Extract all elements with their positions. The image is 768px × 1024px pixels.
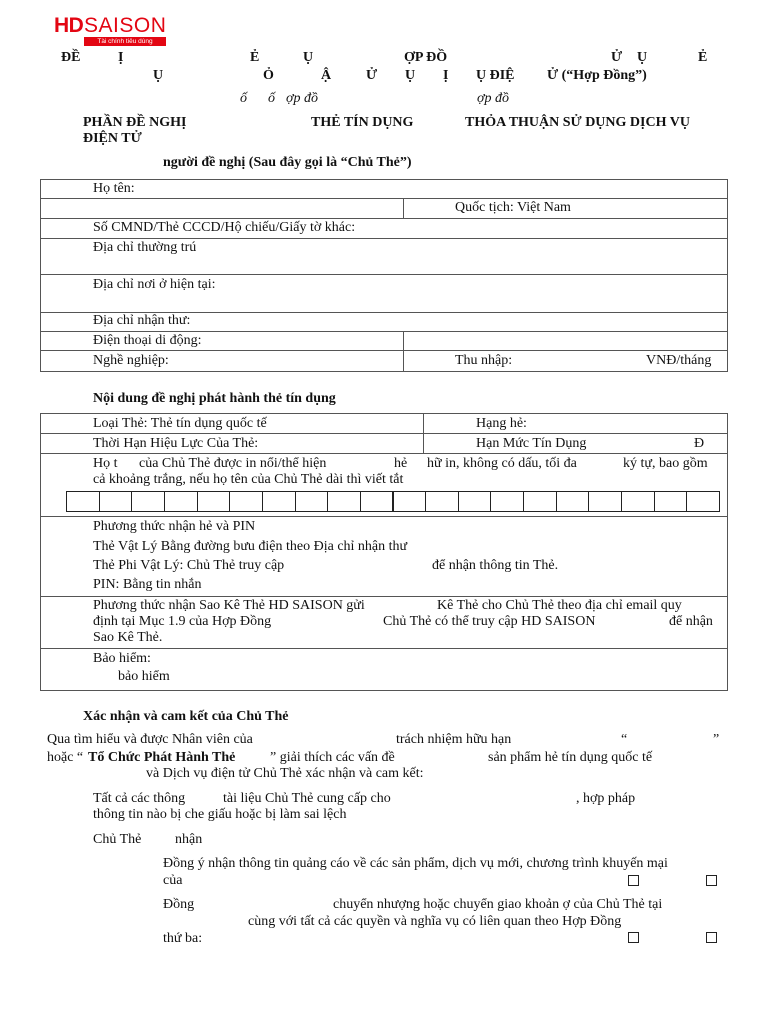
title-fragment: ĐỀ [61,50,81,65]
title-fragment: Ử [611,50,623,65]
char-box[interactable] [295,491,329,512]
card-class-field[interactable]: Hạng hẻ: [476,416,527,431]
embossed-name-instruction: của Chủ Thẻ được in nổi/thể hiện [139,456,327,471]
mobile-phone-field[interactable]: Điện thoại di động: [93,333,202,348]
debt-transfer-consent-yes-checkbox[interactable] [628,932,639,943]
statement-method-text: Sao Kê Thẻ. [93,630,163,645]
commitment-intro: Qua tìm hiểu và được Nhân viên của [47,732,253,747]
commitment-intro: ” [713,732,720,747]
char-box[interactable] [654,491,688,512]
char-box[interactable] [556,491,590,512]
insurance-option[interactable]: bảo hiểm [118,669,170,684]
card-type-field: Loại Thẻ: Thẻ tín dụng quốc tế [93,416,267,431]
title-fragment: Ẻ [698,50,708,65]
commitment-item-1: tài liệu Chủ Thẻ cung cấp cho [223,791,391,806]
statement-method-text: Phương thức nhận Sao Kê Thẻ HD SAISON gửi [93,598,365,613]
char-box[interactable] [490,491,524,512]
marketing-consent-text: của [163,873,183,888]
credit-limit-field[interactable]: Hạn Mức Tín Dụng [476,436,587,451]
card-request-heading: Nội dung đề nghị phát hành thẻ tín dụng [93,391,336,406]
part-heading: PHẦN ĐỀ NGHỊ [83,115,187,130]
part-heading: ĐIỆN TỬ [83,131,142,146]
marketing-consent-no-checkbox[interactable] [706,875,717,886]
debt-transfer-consent-text: thứ ba: [163,931,203,946]
statement-method-text: Chủ Thẻ có thể truy cập HD SAISON [383,614,596,629]
commitment-heading: Xác nhận và cam kết của Chủ Thẻ [83,709,289,724]
applicant-heading: người đề nghị (Sau đây gọi là “Chủ Thẻ”) [163,155,412,170]
full-name-field[interactable]: Họ tên: [93,181,135,196]
hd-saison-logo [54,14,174,44]
nationality-field[interactable]: Quốc tịch: Việt Nam [455,200,571,215]
credit-limit-unit: Đ [694,436,705,451]
current-address-field[interactable]: Địa chỉ nơi ở hiện tại: [93,277,216,292]
statement-method-text: Kê Thẻ cho Chủ Thẻ theo địa chỉ email quy [437,598,682,613]
char-box[interactable] [425,491,459,512]
embossed-name-instruction: ký tự, bao gồm [623,456,708,471]
pin-delivery-option[interactable]: PIN: Bằng tin nhắn [93,577,202,592]
embossed-name-instruction: hữ in, không có dấu, tối đa [427,456,577,471]
statement-method-text: để nhận [669,614,713,629]
debt-transfer-consent-text: Đồng [163,897,195,912]
title-fragment: Ỏ [263,68,274,83]
card-validity-field[interactable]: Thời Hạn Hiệu Lực Của Thẻ: [93,436,259,451]
subtitle-fragment: ợp đồ [477,91,509,106]
marketing-consent-yes-checkbox[interactable] [628,875,639,886]
debt-transfer-consent-no-checkbox[interactable] [706,932,717,943]
occupation-field[interactable]: Nghề nghiệp: [93,353,169,368]
statement-method-text: định tại Mục 1.9 của Hợp Đồng [93,614,272,629]
title-fragment: Ậ [321,68,332,83]
commitment-intro: ” giải thích các vấn đề [270,750,395,765]
logo-saison-text: SAISON [84,14,167,37]
commitment-item-2: nhận [175,832,203,847]
char-box[interactable] [327,491,361,512]
logo-hd-text: HD [54,14,84,37]
commitment-item-1: Tất cả các thông [93,791,186,806]
char-box[interactable] [262,491,296,512]
physical-card-option[interactable]: Thẻ Vật Lý Bằng đường bưu điện theo Địa chỉ nhận thư [93,539,408,554]
char-box[interactable] [523,491,557,512]
char-box[interactable] [686,491,720,512]
char-box[interactable] [458,491,492,512]
title-fragment: Ụ [637,50,648,65]
part-heading: THẺ TÍN DỤNG [311,115,414,130]
card-issuer-term: Tổ Chức Phát Hành Thẻ [88,750,236,765]
char-box[interactable] [621,491,655,512]
title-fragment: Ử (“Hợp Đồng”) [547,68,647,83]
char-box[interactable] [229,491,263,512]
delivery-method-label: Phương thức nhận hẻ và PIN [93,519,256,534]
commitment-intro: hoặc “ [47,750,84,765]
char-box[interactable] [99,491,133,512]
title-fragment: Ị [443,68,449,83]
part-heading: THỎA THUẬN SỬ DỤNG DỊCH VỤ [465,115,690,130]
subtitle-fragment: ố [240,91,247,106]
char-box[interactable] [66,491,100,512]
subtitle-fragment: ố [268,91,275,106]
permanent-address-field[interactable]: Địa chỉ thường trú [93,240,197,255]
insurance-label: Bảo hiểm: [93,651,151,666]
char-box[interactable] [360,491,394,512]
char-box[interactable] [393,491,427,512]
id-document-field[interactable]: Số CMND/Thẻ CCCD/Hộ chiếu/Giấy tờ khác: [93,220,356,235]
debt-transfer-consent-text: cùng với tất cả các quyền và nghĩa vụ có liên quan theo Hợp Đồng [248,914,622,929]
virtual-card-option[interactable]: Thẻ Phi Vật Lý: Chủ Thẻ truy cập [93,558,285,573]
embossed-name-instruction: Họ t [93,456,118,471]
char-box[interactable] [588,491,622,512]
title-fragment: ỢP ĐỒ [404,50,448,65]
debt-transfer-consent-text: chuyển nhượng hoặc chuyển giao khoản ợ của Chủ Thẻ tại [333,897,663,912]
char-box[interactable] [197,491,231,512]
income-field[interactable]: Thu nhập: [455,353,513,368]
title-fragment: Ị [118,50,124,65]
title-fragment: Ụ [405,68,416,83]
commitment-item-1: thông tin nào bị che giấu hoặc bị làm sai lệch [93,807,347,822]
embossed-name-instruction: cả khoảng trắng, nếu họ tên của Chủ Thẻ dài thì viết tắt [93,472,404,487]
title-fragment: Ẻ [250,50,260,65]
title-fragment: Ụ [153,68,164,83]
commitment-intro: và Dịch vụ điện tử Chủ Thẻ xác nhận và cam kết: [146,766,424,781]
commitment-item-2: Chủ Thẻ [93,832,142,847]
virtual-card-option-tail: để nhận thông tin Thẻ. [432,558,559,573]
title-fragment: Ụ ĐIỆ [476,68,515,83]
income-unit: VNĐ/tháng [646,353,712,368]
logo-tagline: Tài chính tiêu dùng [84,37,166,46]
marketing-consent-text: Đồng ý nhận thông tin quảng cáo về các sản phẩm, dịch vụ mới, chương trình khuyến mại [163,856,668,871]
char-box[interactable] [131,491,165,512]
commitment-intro: trách nhiệm hữu hạn [396,732,512,747]
char-box[interactable] [164,491,198,512]
title-fragment: Ử [366,68,378,83]
commitment-intro: sản phẩm hẻ tín dụng quốc tế [488,750,653,765]
embossed-name-char-boxes[interactable] [66,491,719,512]
commitment-item-1: , hợp pháp [576,791,636,806]
mailing-address-field[interactable]: Địa chỉ nhận thư: [93,313,191,328]
embossed-name-instruction: hẻ [394,456,408,471]
commitment-intro: “ [621,732,628,747]
title-fragment: Ụ [303,50,314,65]
subtitle-fragment: ợp đồ [286,91,318,106]
